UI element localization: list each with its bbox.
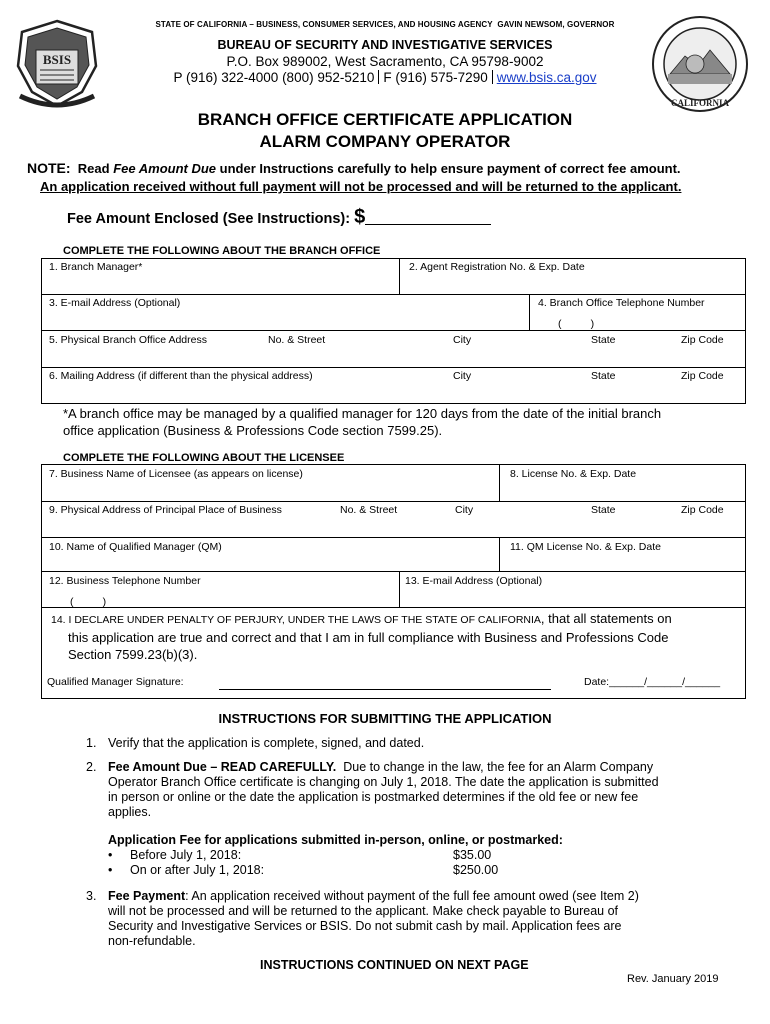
agent-registration-field[interactable]: 2. Agent Registration No. & Exp. Date xyxy=(409,261,585,273)
physical-address-field[interactable]: 5. Physical Branch Office Address xyxy=(49,334,207,346)
note: NOTE: Read Fee Amount Due under Instructions carefully to help ensure payment of correct fee amount. xyxy=(27,160,681,176)
principal-address-field[interactable]: 9. Physical Address of Principal Place of Business xyxy=(49,504,282,516)
note-warning: An application received without full payment will not be processed and will be returned to the applicant. xyxy=(40,179,682,194)
branch-form-table xyxy=(41,258,746,404)
fax-number: F (916) 575-7290 xyxy=(383,70,488,85)
qm-name-field[interactable]: 10. Name of Qualified Manager (QM) xyxy=(49,541,222,553)
contact-line xyxy=(0,70,770,85)
form-title: BRANCH OFFICE CERTIFICATE APPLICATION xyxy=(197,110,573,129)
bsis-logo-text: BSIS xyxy=(42,52,72,67)
license-number-field[interactable]: 8. License No. & Exp. Date xyxy=(510,468,637,480)
business-phone-paren: ( ) xyxy=(70,596,107,608)
business-phone-field[interactable]: 12. Business Telephone Number xyxy=(49,575,201,587)
fee-amount-new: $250.00 xyxy=(453,863,499,877)
business-name-field[interactable]: 7. Business Name of Licensee (as appears on license) xyxy=(49,468,303,480)
principal-city-label: City xyxy=(455,504,474,516)
principal-state-label: State xyxy=(591,504,616,516)
principal-street-label: No. & Street xyxy=(340,504,398,516)
signature-line[interactable] xyxy=(219,689,551,690)
website-link[interactable]: www.bsis.ca.gov xyxy=(496,70,597,85)
physical-zip-label: Zip Code xyxy=(681,334,724,346)
fee-row-2: • On or after July 1, 2018: $250.00 xyxy=(108,863,499,877)
bureau-address: P.O. Box 989002, West Sacramento, CA 95798-9002 xyxy=(226,54,544,69)
branch-phone-field[interactable]: 4. Branch Office Telephone Number xyxy=(538,297,705,309)
date-field[interactable]: Date:______/______/______ xyxy=(584,676,721,688)
branch-email-field[interactable]: 3. E-mail Address (Optional) xyxy=(49,297,181,309)
branch-section-heading: COMPLETE THE FOLLOWING ABOUT THE BRANCH OFFICE xyxy=(63,245,381,257)
business-email-field[interactable]: 13. E-mail Address (Optional) xyxy=(405,575,543,587)
instruction-3-number: 3. xyxy=(86,889,97,903)
form-subtitle: ALARM COMPANY OPERATOR xyxy=(259,132,511,151)
branch-phone-paren: ( ) xyxy=(558,318,595,330)
physical-city-label: City xyxy=(453,334,472,346)
agency-line: STATE OF CALIFORNIA – BUSINESS, CONSUMER SERVICES, AND HOUSING AGENCY GAVIN NEWSOM, GOVERNOR xyxy=(155,20,615,29)
fee-row-1: • Before July 1, 2018: $35.00 xyxy=(108,848,492,862)
signature-label: Qualified Manager Signature: xyxy=(47,676,184,688)
continued-notice: INSTRUCTIONS CONTINUED ON NEXT PAGE xyxy=(260,958,529,972)
fee-amount-field[interactable] xyxy=(365,210,491,225)
fee-enclosed: Fee Amount Enclosed (See Instructions): $ xyxy=(67,206,491,229)
revision-date: Rev. January 2019 xyxy=(627,973,719,985)
bureau-name: BUREAU OF SECURITY AND INVESTIGATIVE SERVICES xyxy=(217,38,553,52)
branch-manager-field[interactable]: 1. Branch Manager* xyxy=(49,261,143,273)
governor: GAVIN NEWSOM, GOVERNOR xyxy=(497,20,615,29)
instruction-1-number: 1. xyxy=(86,736,97,750)
principal-zip-label: Zip Code xyxy=(681,504,724,516)
physical-street-label: No. & Street xyxy=(268,334,326,346)
qm-license-field[interactable]: 11. QM License No. & Exp. Date xyxy=(510,541,661,553)
mailing-address-field[interactable]: 6. Mailing Address (if different than the physical address) xyxy=(49,370,313,382)
mailing-city-label: City xyxy=(453,370,472,382)
physical-state-label: State xyxy=(591,334,616,346)
footnote: *A branch office may be managed by a qualified manager for 120 days from the date of the initial branch office application (Business & Professions Code section 7599.25). xyxy=(63,406,662,438)
seal-text: CALIFORNIA xyxy=(670,98,730,108)
instruction-2-number: 2. xyxy=(86,760,97,774)
perjury-declaration: 14. I DECLARE UNDER PENALTY OF PERJURY, UNDER THE LAWS OF THE STATE OF CALIFORNIA, that all statements on this application are true and correct and that I am in full compliance with Business and Professions Code Section 7599.23(b)(3). xyxy=(51,611,672,662)
licensee-section-heading: COMPLETE THE FOLLOWING ABOUT THE LICENSEE xyxy=(63,452,345,464)
phone-numbers: P (916) 322-4000 (800) 952-5210 xyxy=(173,70,375,85)
instructions-heading: INSTRUCTIONS FOR SUBMITTING THE APPLICATION xyxy=(218,711,552,726)
fee-schedule-heading: Application Fee for applications submitted in-person, online, or postmarked: xyxy=(108,833,563,847)
instruction-3: Fee Payment: An application received without payment of the full fee amount owed (see Item 2) will not be processed and will be returned to the applicant. Make check payable to Bureau of Security and Investigative Services or BSIS. Do not submit cash by mail. Application fees are non-refundable. xyxy=(108,889,639,948)
mailing-zip-label: Zip Code xyxy=(681,370,724,382)
fee-amount-old: $35.00 xyxy=(453,848,492,862)
mailing-state-label: State xyxy=(591,370,616,382)
instruction-1: Verify that the application is complete, signed, and dated. xyxy=(108,736,425,750)
instruction-2: Fee Amount Due – READ CAREFULLY. Due to change in the law, the fee for an Alarm Company Operator Branch Office certificate is changing on July 1, 2018. The date the application is submitted in person or online or the date the application is postmarked determines if the old fee or new fee applies. xyxy=(108,760,659,819)
